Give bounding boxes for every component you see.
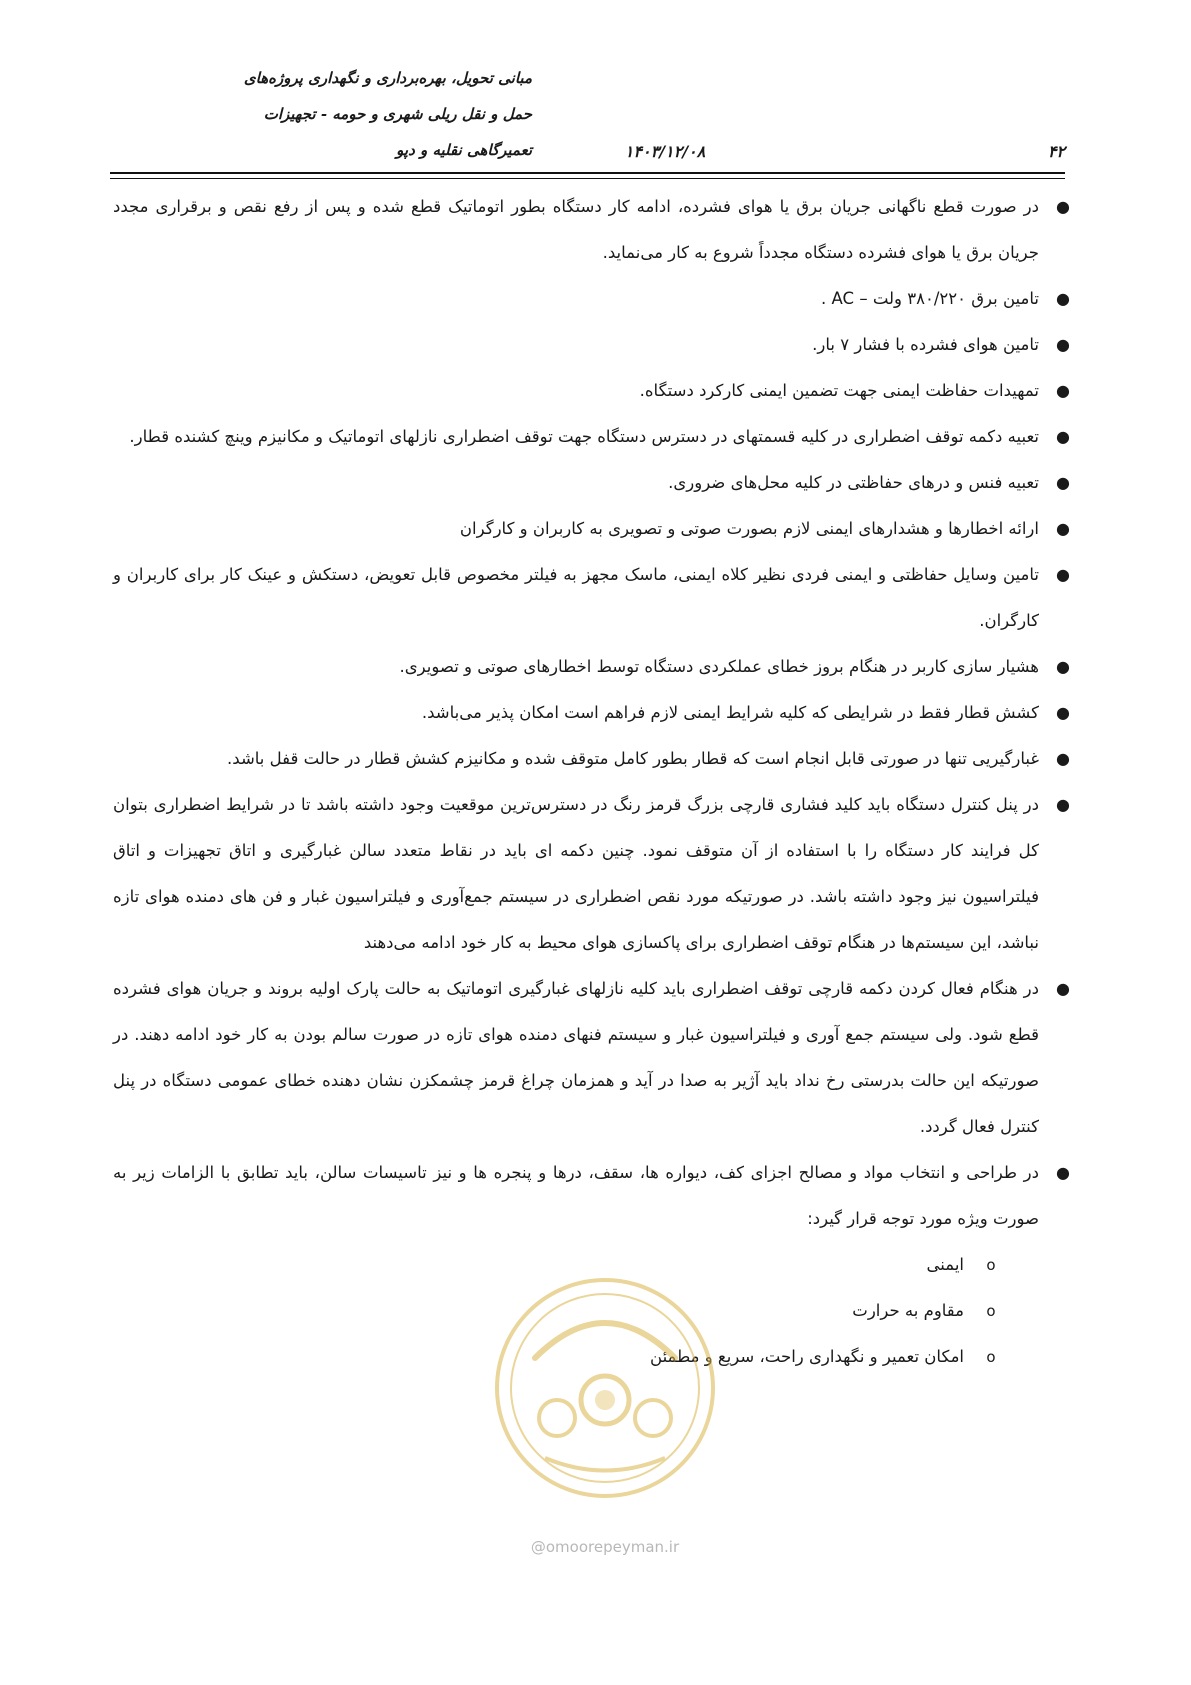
bullet-icon: ● (1056, 657, 1070, 676)
list-item (113, 552, 1070, 644)
list-item (113, 690, 1070, 736)
sub-list-item (113, 1288, 998, 1334)
list-item (113, 506, 1070, 552)
page-body (113, 184, 1070, 1380)
list-item (113, 322, 1070, 368)
page-header (110, 60, 1065, 172)
list-item (113, 276, 1070, 322)
sub-list-item (113, 1242, 998, 1288)
list-item-text: تامین برق ۳۸۰/۲۲۰ ولت – AC . (821, 289, 1039, 308)
hollow-bullet-icon: o (986, 1348, 996, 1366)
list-item (113, 644, 1070, 690)
bullet-icon: ● (1056, 519, 1070, 538)
hollow-bullet-icon: o (986, 1256, 996, 1274)
header-title-line: حمل و نقل ریلی شهری و حومه - تجهیزات (263, 105, 532, 123)
bullet-icon: ● (1056, 795, 1070, 814)
list-item (113, 460, 1070, 506)
header-divider (110, 172, 1065, 179)
list-item-text: در پنل کنترل دستگاه باید کلید فشاری قارچی بزرگ قرمز رنگ در دسترس‌ترین موقعیت وجود داشته باشد تا در شرایط اضطراری بتوان کل فرایند کار دستگاه را با استفاده از آن متوقف نمود. چنین دکمه ای باید در نقاط متعدد سالن غبارگیری و اتاق تجهیزات و اتاق فیلتراسیون نیز وجود داشته باشد. در صورتیکه مورد نقص اضطراری در سیستم جمع‌آوری و فیلتراسیون غبار و فن های دمنده هوای تازه نباشد، این سیستم‌ها در هنگام توقف اضطراری برای پاکسازی هوای محیط به کار خود ادامه می‌دهند (113, 795, 1039, 952)
list-item (113, 414, 1070, 460)
list-item-text: هشیار سازی کاربر در هنگام بروز خطای عملکردی دستگاه توسط اخطارهای صوتی و تصویری. (399, 657, 1039, 676)
list-item-text: ارائه اخطارها و هشدارهای ایمنی لازم بصورت صوتی و تصویری به کاربران و کارگران (459, 519, 1039, 538)
bullet-icon: ● (1056, 979, 1070, 998)
list-item-text: در صورت قطع ناگهانی جریان برق یا هوای فشرده، ادامه کار دستگاه بطور اتوماتیک قطع شده و پس از رفع نقص و برقراری مجدد جریان برق یا هوای فشرده دستگاه مجدداً شروع به کار می‌نماید. (113, 197, 1039, 262)
list-item-text: تعبیه دکمه توقف اضطراری در کلیه قسمتهای در دسترس دستگاه جهت توقف اضطراری نازلهای اتوماتیک و مکانیزم وینچ کشنده قطار. (129, 427, 1039, 446)
page-number: ۴۲ (1047, 142, 1065, 161)
bullet-icon: ● (1056, 381, 1070, 400)
bullet-icon: ● (1056, 427, 1070, 446)
sub-list-item (113, 1334, 998, 1380)
sub-bullet-list (113, 1242, 1070, 1380)
bullet-icon: ● (1056, 1163, 1070, 1182)
list-item (113, 782, 1070, 966)
bullet-icon: ● (1056, 565, 1070, 584)
hollow-bullet-icon: o (986, 1302, 996, 1320)
list-item-text: تعبیه فنس و درهای حفاظتی در کلیه محل‌های ضروری. (668, 473, 1039, 492)
list-item (113, 966, 1070, 1150)
header-title (152, 60, 532, 168)
list-item-text: در هنگام فعال کردن دکمه قارچی توقف اضطراری باید کلیه نازلهای غبارگیری اتوماتیک به حالت پارک اولیه بروند و جریان هوای فشرده قطع شود. ولی سیستم جمع آوری و فیلتراسیون غبار و سیستم فنهای دمنده هوای تازه در صورت سالم بودن به کار خود ادامه دهند. در صورتیکه این حالت بدرستی رخ نداد باید آژیر به صدا در آید و همزمان چراغ قرمز چشمکزن نشان دهنده خطای عمومی دستگاه در پنل کنترل فعال گردد. (113, 979, 1039, 1136)
header-title-line: تعمیرگاهی نقلیه و دپو (396, 141, 532, 159)
bullet-list (113, 184, 1070, 1242)
sub-list-item-text: مقاوم به حرارت (852, 1301, 964, 1320)
bullet-icon: ● (1056, 197, 1070, 216)
bullet-icon: ● (1056, 473, 1070, 492)
header-date: ۱۴۰۳/۱۲/۰۸ (624, 142, 706, 161)
header-title-line: مبانی تحویل، بهره‌برداری و نگهداری پروژه‌های (243, 69, 532, 87)
watermark-url: @omoorepeyman.ir (530, 1538, 680, 1556)
list-item (113, 368, 1070, 414)
bullet-icon: ● (1056, 335, 1070, 354)
list-item-text: تامین هوای فشرده با فشار ۷ بار. (812, 335, 1039, 354)
list-item-text: تمهیدات حفاظت ایمنی جهت تضمین ایمنی کارکرد دستگاه. (639, 381, 1039, 400)
list-item-text: تامین وسایل حفاظتی و ایمنی فردی نظیر کلاه ایمنی، ماسک مجهز به فیلتر مخصوص قابل تعویض، دستکش و عینک کار برای کاربران و کارگران. (113, 565, 1039, 630)
list-item (113, 184, 1070, 276)
bullet-icon: ● (1056, 749, 1070, 768)
list-item-text: کشش قطار فقط در شرایطی که کلیه شرایط ایمنی لازم فراهم است امکان پذیر می‌باشد. (421, 703, 1039, 722)
list-item-text: غبارگیریی تنها در صورتی قابل انجام است که قطار بطور کامل متوقف شده و مکانیزم کشش قطار در حالت قفل باشد. (227, 749, 1039, 768)
bullet-icon: ● (1056, 289, 1070, 308)
list-item (113, 736, 1070, 782)
list-item (113, 1150, 1070, 1242)
list-item-text: در طراحی و انتخاب مواد و مصالح اجزای کف، دیواره ها، سقف، درها و پنجره ها و نیز تاسیسات سالن، باید تطابق با الزامات زیر به صورت ویژه مورد توجه قرار گیرد: (113, 1163, 1039, 1228)
sub-list-item-text: ایمنی (926, 1255, 964, 1274)
sub-list-item-text: امکان تعمیر و نگهداری راحت، سریع و مطمئن (650, 1347, 964, 1366)
bullet-icon: ● (1056, 703, 1070, 722)
